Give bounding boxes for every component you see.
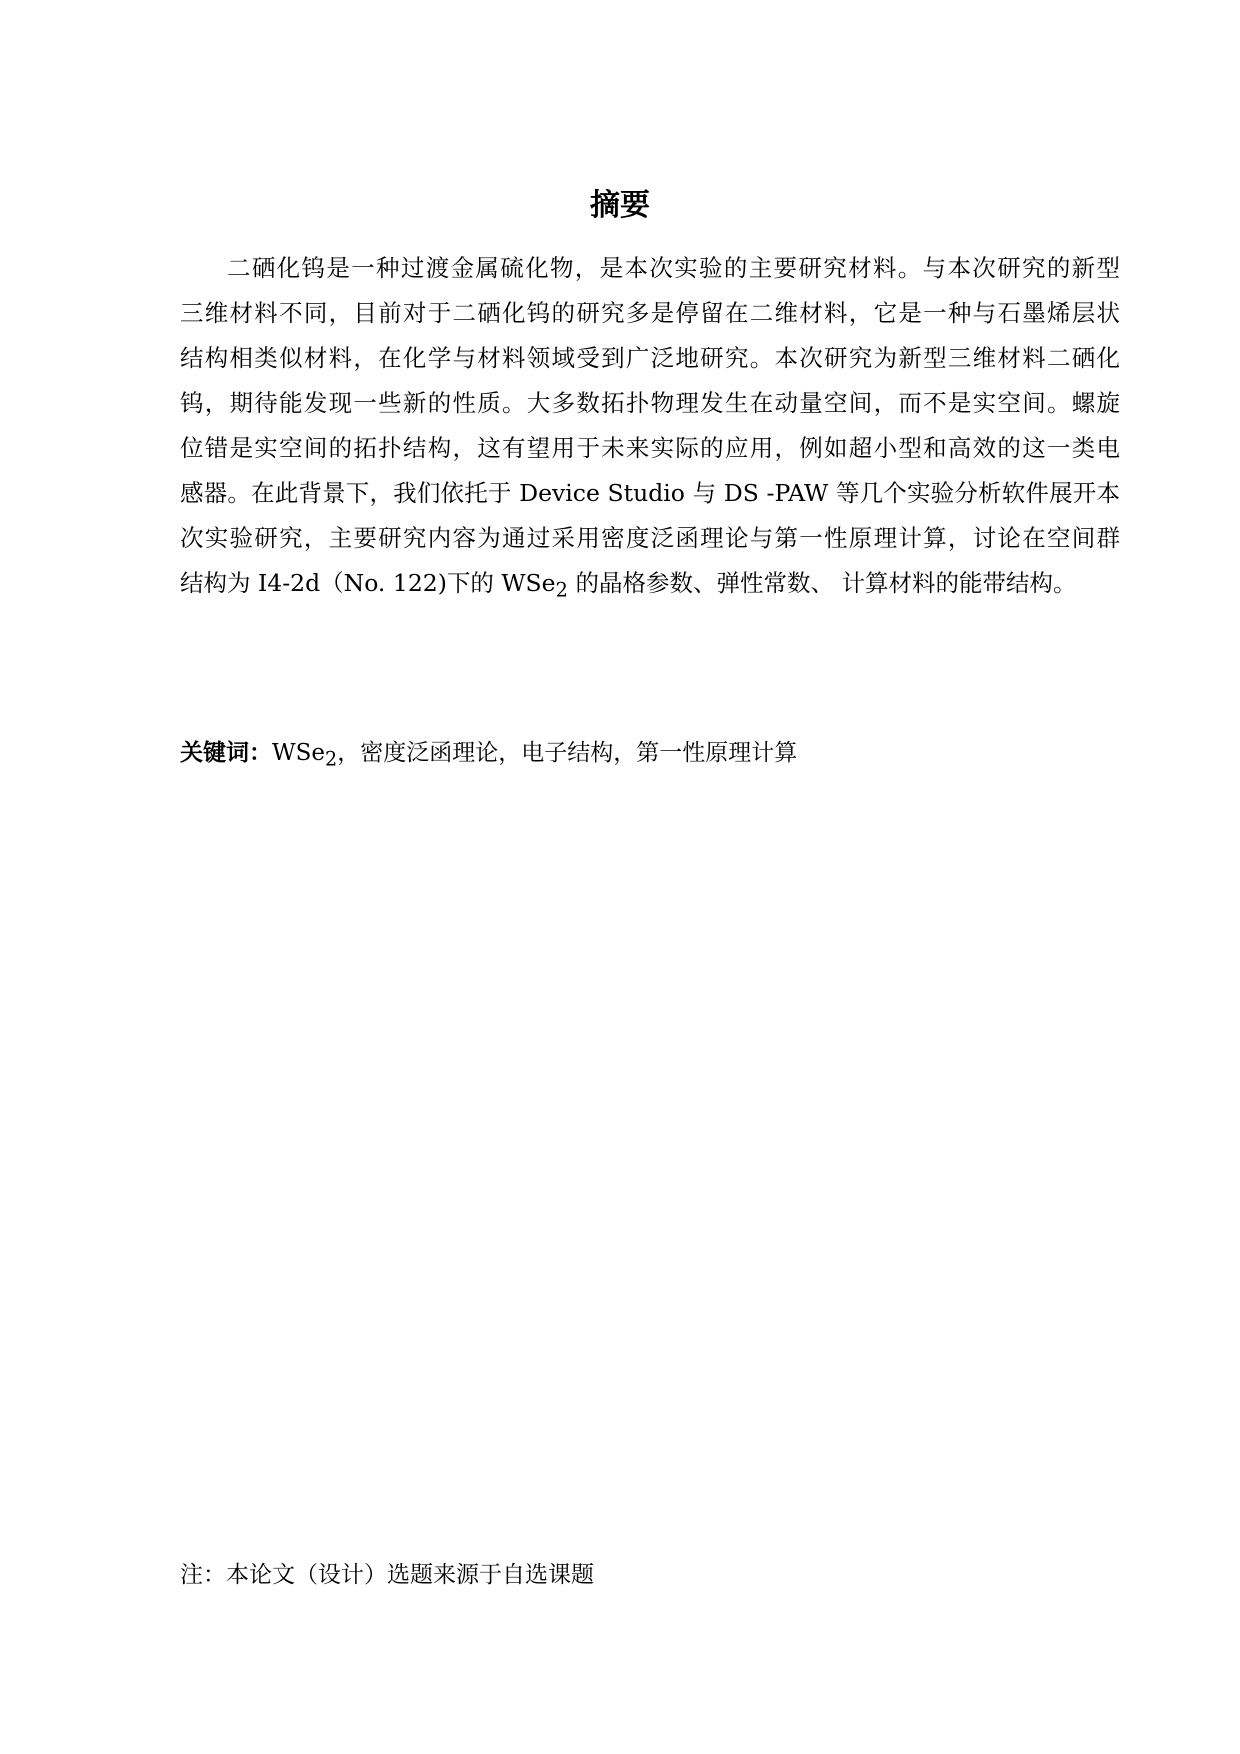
abstract-line-7: 次实验研究，主要研究内容为通过采用密度泛函理论与第一性原理计算，讨论在空间群 — [180, 524, 1120, 552]
abstract-line-3: 结构相类似材料，在化学与材料领域受到广泛地研究。本次研究为新型三维材料二硒化 — [180, 344, 1120, 372]
keywords-list: ，密度泛函理论，电子结构，第一性原理计算 — [337, 740, 798, 766]
abstract-line-8-before: 结构为 I4-2d（No. 122)下的 WSe — [180, 569, 556, 597]
keywords-line — [180, 733, 797, 780]
keywords-formula: WSe — [272, 740, 326, 766]
abstract-line-1: 二硒化钨是一种过渡金属硫化物，是本次实验的主要研究材料。与本次研究的新型 — [227, 254, 1120, 282]
abstract-title: 摘要 — [590, 188, 650, 223]
abstract-body — [180, 246, 1120, 606]
abstract-line-8 — [180, 561, 1120, 606]
abstract-line-2: 三维材料不同，目前对于二硒化钨的研究多是停留在二维材料，它是一种与石墨烯层状 — [180, 299, 1120, 327]
abstract-line-6: 感器。在此背景下，我们依托于 Device Studio 与 DS -PAW 等几个实验分析软件展开本 — [180, 479, 1120, 507]
abstract-line-5: 位错是实空间的拓扑结构，这有望用于未来实际的应用，例如超小型和高效的这一类电 — [180, 434, 1120, 462]
keywords-formula-subscript: 2 — [325, 747, 338, 771]
abstract-line-4: 钨，期待能发现一些新的性质。大多数拓扑物理发生在动量空间，而不是实空间。螺旋 — [180, 389, 1120, 417]
abstract-line-8-subscript: 2 — [555, 578, 568, 602]
keywords-label: 关键词： — [180, 740, 272, 766]
abstract-line-8-after: 的晶格参数、弹性常数、 计算材料的能带结构。 — [568, 569, 1077, 597]
topic-source-note: 注：本论文（设计）选题来源于自选课题 — [180, 1562, 594, 1588]
